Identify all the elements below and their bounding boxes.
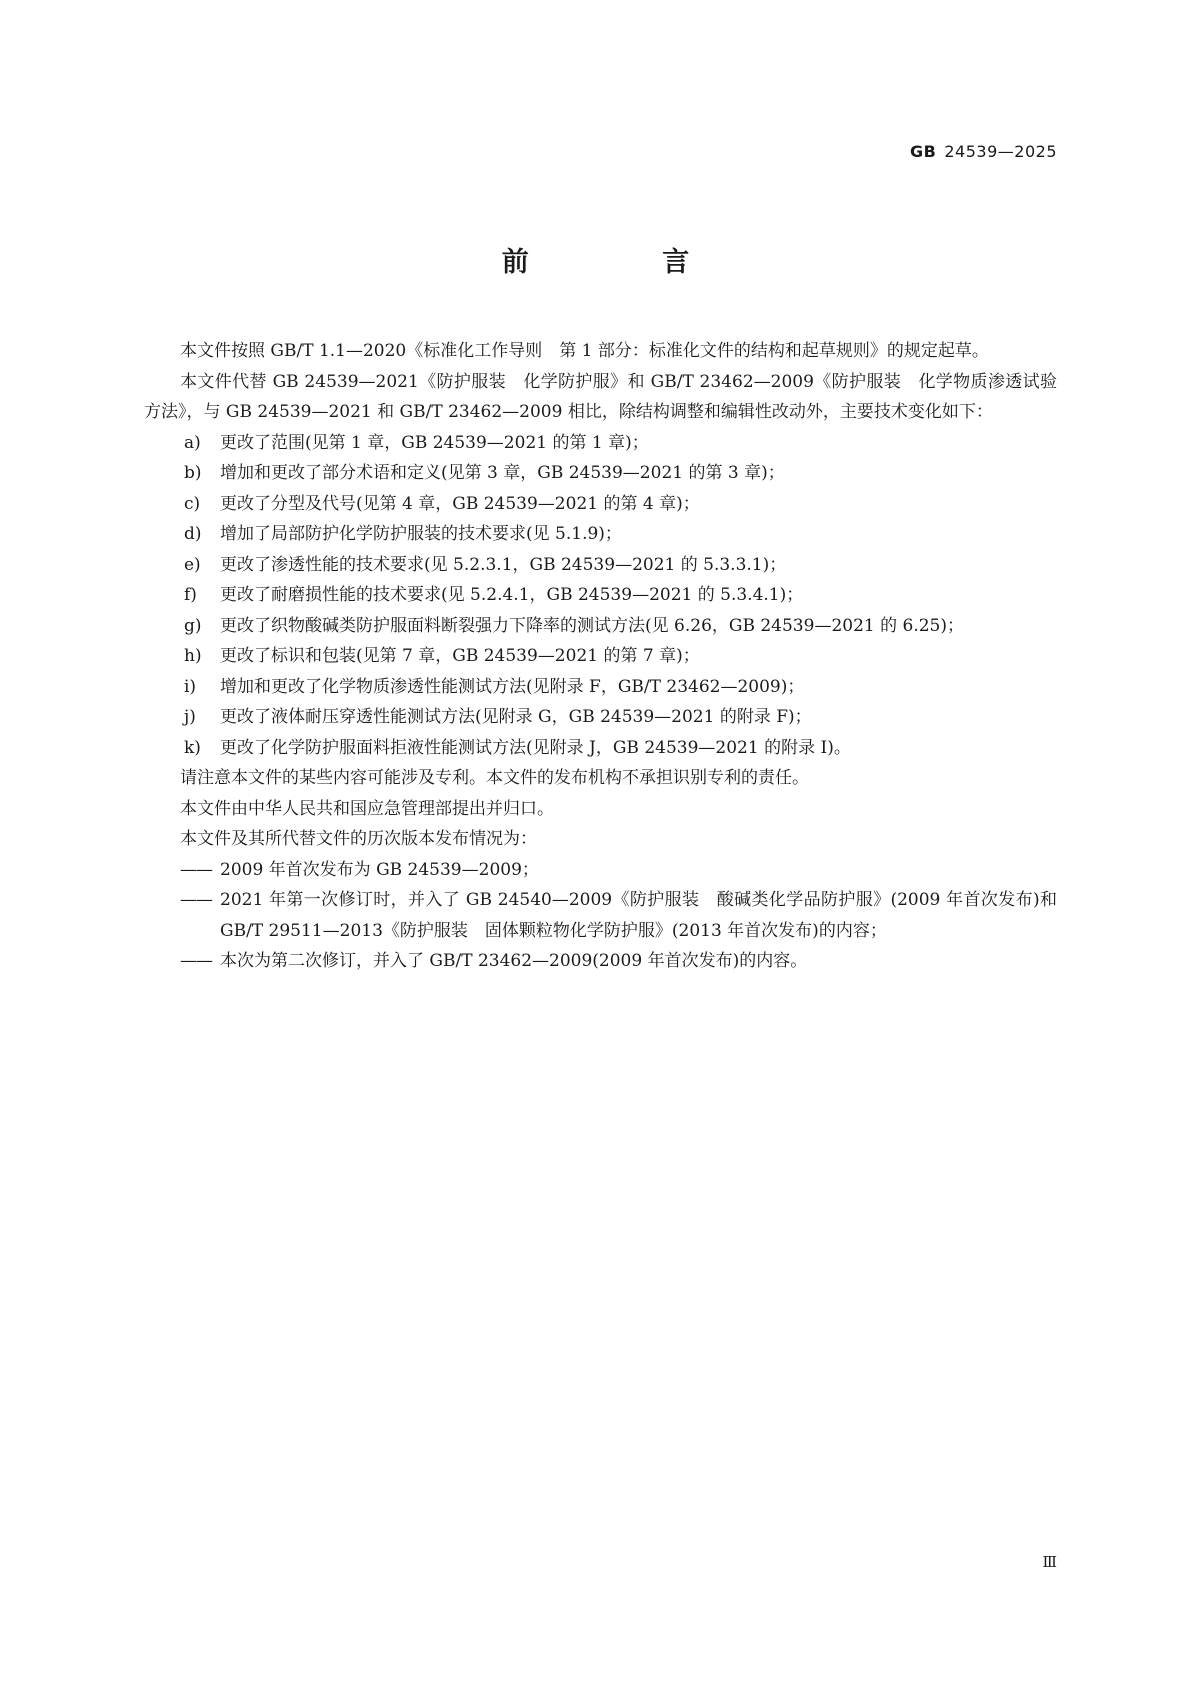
paragraph-patent-notice: 请注意本文件的某些内容可能涉及专利。本文件的发布机构不承担识别专利的责任。 xyxy=(180,768,809,788)
dash-marker: —— xyxy=(180,859,212,880)
list-item xyxy=(144,611,1057,642)
list-item-text: 更改了化学防护服面料拒液性能测试方法(见附录 J，GB 24539—2021 的附录 I)。 xyxy=(220,737,851,758)
changes-list xyxy=(144,428,1057,764)
list-item-text: 更改了范围(见第 1 章，GB 24539—2021 的第 1 章)； xyxy=(220,432,649,453)
list-marker: d) xyxy=(184,524,202,544)
list-item xyxy=(144,458,1057,489)
list-marker: e) xyxy=(184,554,201,575)
list-item-text: 增加和更改了部分术语和定义(见第 3 章，GB 24539—2021 的第 3 章)； xyxy=(220,463,785,483)
list-marker: b) xyxy=(184,463,202,483)
list-item-text: 更改了分型及代号(见第 4 章，GB 24539—2021 的第 4 章)； xyxy=(220,493,700,514)
paragraph-drafting-basis: 本文件按照 GB/T 1.1—2020《标准化工作导则 第 1 部分：标准化文件的结构和起草规则》的规定起草。 xyxy=(180,341,989,361)
list-item-text: 更改了织物酸碱类防护服面料断裂强力下降率的测试方法(见 6.26，GB 24539—2021 的 6.25)； xyxy=(220,615,964,636)
list-item xyxy=(144,428,1057,459)
list-item-text: 更改了标识和包装(见第 7 章，GB 24539—2021 的第 7 章)； xyxy=(220,646,700,666)
list-item xyxy=(144,519,1057,550)
history-item xyxy=(144,885,1057,946)
list-item-text: 更改了渗透性能的技术要求(见 5.2.3.1，GB 24539—2021 的 5.3.3.1)； xyxy=(220,554,787,575)
list-item-text: 更改了耐磨损性能的技术要求(见 5.2.4.1，GB 24539—2021 的 5.3.4.1)； xyxy=(220,585,804,605)
list-item xyxy=(144,672,1057,703)
page-title: 前 言 xyxy=(501,247,752,278)
dash-marker: —— xyxy=(180,951,212,971)
history-item-text: 2009 年首次发布为 GB 24539—2009； xyxy=(220,859,539,880)
history-item-text: 2021 年第一次修订时，并入了 GB 24540—2009《防护服装 酸碱类化学品防护服》(2009 年首次发布)和 GB/T 29511—2013《防护服装 固体颗粒物化学防护服》(2013 年首次发布)的内容； xyxy=(220,890,1057,941)
list-marker: g) xyxy=(184,615,202,636)
list-marker: a) xyxy=(184,432,201,453)
dash-marker: —— xyxy=(180,890,212,910)
list-marker: h) xyxy=(184,646,202,666)
list-item xyxy=(144,580,1057,611)
page-number: Ⅲ xyxy=(1042,1553,1057,1571)
history-item xyxy=(144,855,1057,886)
list-item xyxy=(144,550,1057,581)
paragraph-replacement: 本文件代替 GB 24539—2021《防护服装 化学防护服》和 GB/T 23462—2009《防护服装 化学物质渗透试验方法》，与 GB 24539—2021 和 GB/T 23462—2009 相比，除结构调整和编辑性改动外，主要技术变化如下： xyxy=(144,371,1057,422)
list-item-text: 更改了液体耐压穿透性能测试方法(见附录 G，GB 24539—2021 的附录 F)； xyxy=(220,707,812,727)
paragraph-history-intro: 本文件及其所代替文件的历次版本发布情况为： xyxy=(180,829,537,849)
history-item-text: 本次为第二次修订，并入了 GB/T 23462—2009(2009 年首次发布)的内容。 xyxy=(220,951,808,971)
list-marker: c) xyxy=(184,493,201,514)
standard-code xyxy=(910,142,1057,161)
history-item xyxy=(144,946,1057,977)
paragraph-proposer: 本文件由中华人民共和国应急管理部提出并归口。 xyxy=(180,798,554,819)
list-item-text: 增加了局部防护化学防护服装的技术要求(见 5.1.9)； xyxy=(220,524,622,544)
list-marker: i) xyxy=(184,676,197,697)
standard-number: 24539—2025 xyxy=(944,142,1057,161)
list-item xyxy=(144,733,1057,764)
standard-prefix: GB xyxy=(910,142,937,161)
history-list xyxy=(144,855,1057,977)
list-item xyxy=(144,489,1057,520)
foreword-body xyxy=(144,336,1057,977)
list-marker: f) xyxy=(184,585,197,605)
list-item xyxy=(144,702,1057,733)
list-marker: k) xyxy=(184,737,201,758)
list-item xyxy=(144,641,1057,672)
list-item-text: 增加和更改了化学物质渗透性能测试方法(见附录 F，GB/T 23462—2009)； xyxy=(220,676,805,697)
list-marker: j) xyxy=(184,707,196,727)
